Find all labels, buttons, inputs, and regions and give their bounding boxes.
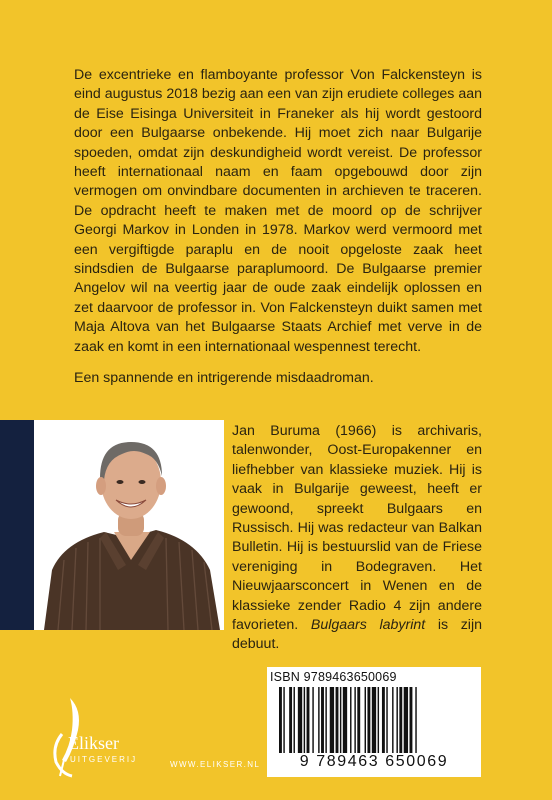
tagline: Een spannende en intrigerende misdaadroman. — [74, 370, 374, 386]
barcode-box — [267, 667, 481, 777]
author-photo — [34, 420, 224, 630]
isbn-label: ISBN 9789463650069 — [270, 670, 397, 684]
publisher-name: Elikser — [68, 733, 119, 753]
navy-band — [0, 420, 34, 630]
author-bio-ending: is zijn debuut. — [232, 617, 482, 653]
back-cover-blurb: De excentrieke en flamboyante professor Von Falckensteyn is eind augustus 2018 bezig aan een van zijn erudiete colleges aan de Eise Eisinga Universiteit in Franeker als hij wordt gestoord door een Bulgaarse onbekende. Hij moet zich naar Bulgarije spoeden, omdat zijn deskundigheid wordt vereist. De professor heeft internationaal naam en faam opgebouwd door zijn vermogen om onvindbare documenten in archieven te traceren. De opdracht heeft te maken met de moord op de schrijver Georgi Markov in Londen in 1978. Markov werd vermoord met een vergiftigde paraplu en de nooit opgeloste zaak heet sindsdien de Bulgaarse paraplumoord. De Bulgaarse premier Angelov wil na veertig jaar de oude zaak eindelijk oplossen en zet daarvoor de professor in. Von Falckensteyn duikt samen met Maja Altova van het Bulgaarse Staats Archief met verve in de zaak en komt in een internationaal wespennest terecht. — [74, 67, 482, 355]
author-portrait-icon — [34, 420, 224, 630]
publisher-sub: UITGEVERIJ — [70, 755, 138, 764]
barcode-icon — [271, 687, 477, 753]
author-bio — [232, 422, 482, 655]
barcode-digits: 9 789463 650069 — [299, 753, 449, 770]
author-bio-text: Jan Buruma (1966) is archivaris, talenwonder, Oost-Europakenner en liefhebber van klassieke muziek. Hij is vaak in Bulgarije geweest, heeft er gewoond, spreekt Bulgaars en Russisch. Hij was redacteur van Balkan Bulletin. Hij is bestuurslid van de Friese vereniging in Bodegraven. Het Nieuwjaarsconcert in Wenen en de klassieke zender Radio 4 zijn andere favorieten. — [232, 423, 482, 634]
book-title: Bulgaars labyrint — [310, 617, 426, 634]
publisher-website: WWW.ELIKSER.NL — [170, 760, 261, 769]
